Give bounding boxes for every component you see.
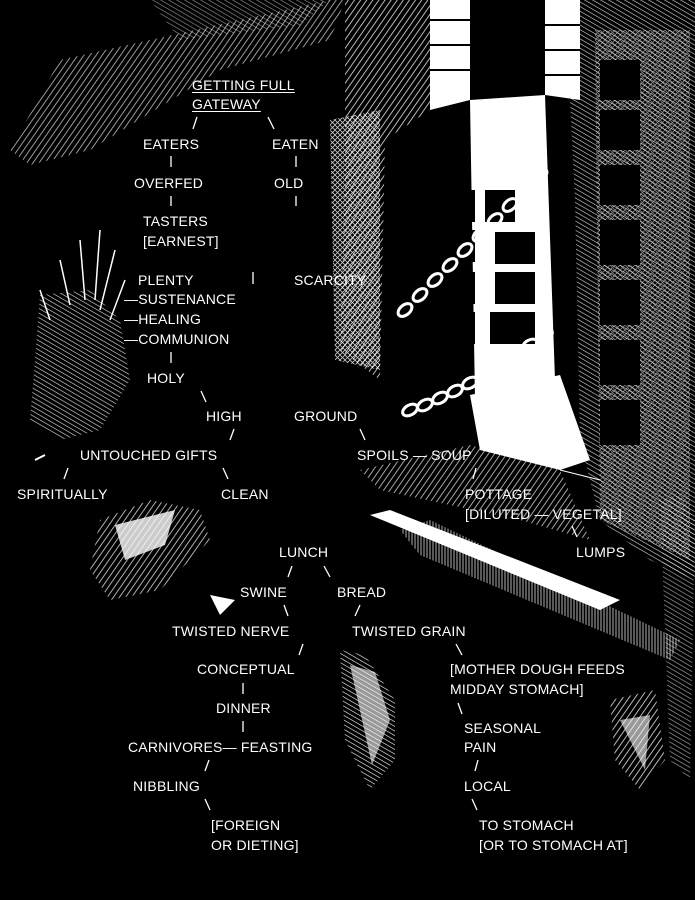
connector-bread-grain: [355, 605, 360, 616]
node-old: OLD: [274, 175, 304, 191]
title-line-1: GETTING FULL: [192, 77, 295, 93]
connector-holy-high: [201, 391, 206, 402]
node-eaten: EATEN: [272, 136, 319, 152]
connector-nibbling-foreign: [205, 799, 210, 810]
connector-soup-pottage: [473, 468, 476, 479]
node-spiritually: SPIRITUALLY: [17, 486, 108, 502]
node-twisted-grain: TWISTED GRAIN: [352, 623, 466, 639]
connector-lunch-bread: [324, 566, 330, 577]
connector-title-eaters: [193, 117, 197, 129]
node-pottage-2: [DILUTED — VEGETAL]: [465, 506, 622, 522]
node-eaters: EATERS: [143, 136, 200, 152]
connector-swine-nerve: [284, 605, 288, 616]
connector-local-stomach: [472, 799, 477, 810]
title-line-2: GATEWAY: [192, 96, 261, 112]
node-tasters-1: TASTERS: [143, 213, 208, 229]
connector-nerve-conceptual: [299, 644, 303, 655]
node-lumps: LUMPS: [576, 544, 626, 560]
connector-untouched-clean: [223, 468, 228, 479]
node-foreign-2: OR DIETING]: [211, 837, 299, 853]
node-nibbling: NIBBLING: [133, 778, 200, 794]
node-dinner: DINNER: [216, 700, 271, 716]
connector-title-eaten: [268, 117, 274, 129]
connector-mother-seasonal: [458, 703, 462, 714]
node-seasonal-pain-1: SEASONAL: [464, 720, 542, 736]
node-foreign-1: [FOREIGN: [211, 817, 281, 833]
node-healing: —HEALING: [124, 311, 202, 327]
connector-high-untouched: [230, 429, 234, 440]
node-conceptual: CONCEPTUAL: [197, 661, 295, 677]
node-swine: SWINE: [240, 584, 287, 600]
node-spoils-soup: SPOILS — SOUP: [357, 447, 472, 463]
node-holy: HOLY: [147, 370, 185, 386]
node-plenty: PLENTY: [138, 272, 194, 288]
connector-ground-spoils: [360, 429, 365, 440]
node-bread: BREAD: [337, 584, 387, 600]
node-twisted-nerve: TWISTED NERVE: [172, 623, 290, 639]
node-lunch: LUNCH: [279, 544, 329, 560]
node-to-stomach-2: [OR TO STOMACH AT]: [479, 837, 628, 853]
connector-lunch-swine: [288, 566, 292, 577]
connector-untouched-spiritually: [64, 468, 68, 479]
node-mother-dough-2: MIDDAY STOMACH]: [450, 681, 584, 697]
node-high: HIGH: [206, 408, 242, 424]
connector-pain-local: [475, 760, 478, 771]
connector-pottage-lumps: [572, 526, 577, 537]
node-communion: —COMMUNION: [124, 331, 230, 347]
node-tasters-2: [EARNEST]: [143, 233, 219, 249]
node-overfed: OVERFED: [134, 175, 204, 191]
connector-grain-mother: [456, 644, 462, 655]
node-carnivores-feasting: CARNIVORES— FEASTING: [128, 739, 313, 755]
node-mother-dough-1: [MOTHER DOUGH FEEDS: [450, 661, 625, 677]
node-scarcity: SCARCITY: [294, 272, 367, 288]
node-clean: CLEAN: [221, 486, 269, 502]
node-seasonal-pain-2: PAIN: [464, 739, 497, 755]
node-untouched-gifts: UNTOUCHED GIFTS: [80, 447, 218, 463]
connector-carnivores-nibbling: [205, 760, 209, 771]
node-sustenance: —SUSTENANCE: [124, 291, 236, 307]
node-local: LOCAL: [464, 778, 511, 794]
node-pottage-1: POTTAGE: [465, 486, 533, 502]
node-to-stomach-1: TO STOMACH: [479, 817, 574, 833]
node-ground: GROUND: [294, 408, 358, 424]
